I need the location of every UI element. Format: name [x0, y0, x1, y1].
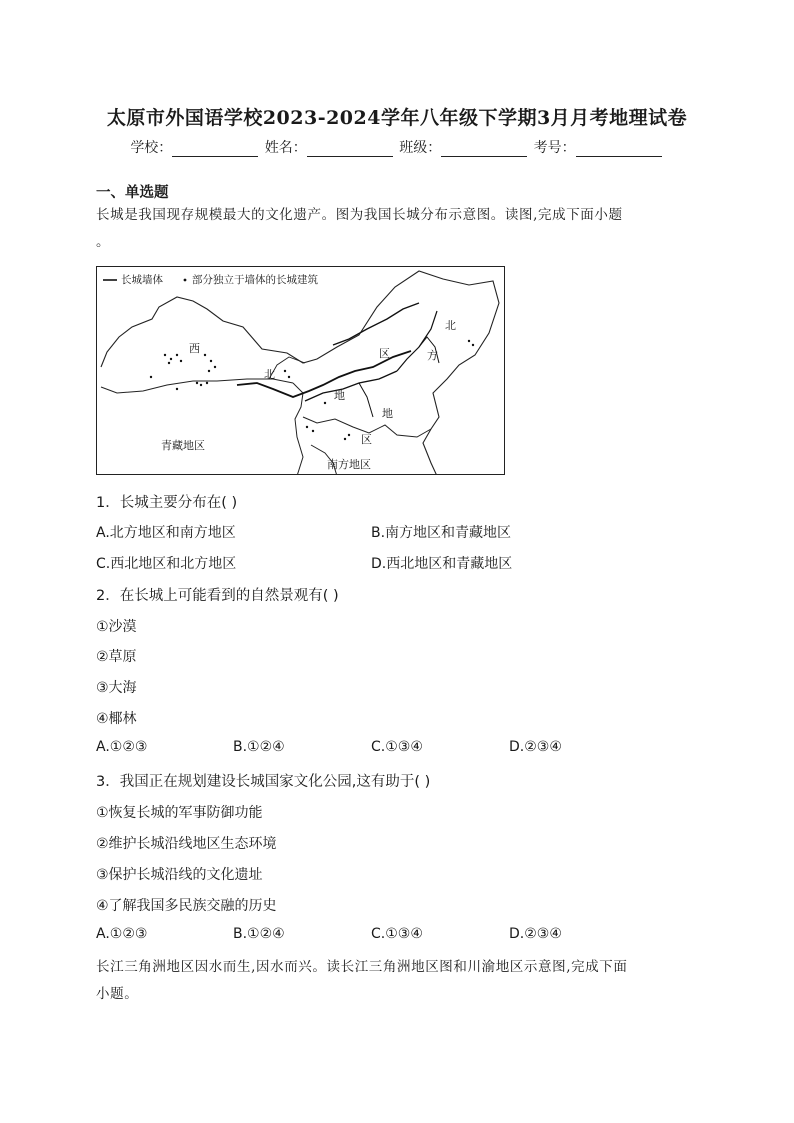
q2-item-1: ①沙漠	[96, 619, 137, 635]
q2-option-d[interactable]: D.②③④	[509, 739, 562, 755]
q2-option-c[interactable]: C.①③④	[371, 739, 423, 755]
question-3-stem: 3．我国正在规划建设长城国家文化公园,这有助于( )	[96, 774, 431, 790]
page-title: 太原市外国语学校2023-2024学年八年级下学期3月月考地理试卷	[106, 107, 688, 129]
great-wall-map	[96, 266, 505, 475]
q1-option-c[interactable]: C.西北地区和北方地区	[96, 556, 237, 572]
wall-branch	[359, 383, 373, 417]
q3-option-d[interactable]: D.②③④	[509, 926, 562, 942]
map-drawing	[97, 267, 505, 475]
map-label-di2: 地	[382, 407, 393, 420]
map-label-nanfang: 南方地区	[327, 458, 371, 471]
student-info-row	[0, 137, 794, 157]
question-1-stem: 1．长城主要分布在( )	[96, 495, 238, 511]
q1-option-b[interactable]: B.南方地区和青藏地区	[371, 525, 512, 541]
q3-option-a[interactable]: A.①②③	[96, 926, 148, 942]
name-label: 姓名：	[264, 140, 307, 156]
legend-building-label: 部分独立于墙体的长城建筑	[192, 274, 318, 286]
question-2-stem: 2．在长城上可能看到的自然景观有( )	[96, 588, 339, 604]
map-label-xi: 西	[189, 342, 200, 355]
q2-item-3: ③大海	[96, 680, 137, 696]
map-label-fang: 方	[427, 349, 438, 362]
class-label: 班级：	[399, 140, 442, 156]
intro-paragraph-1	[96, 202, 702, 256]
intro-paragraph-2	[96, 954, 702, 1008]
q3-item-1: ①恢复长城的军事防御功能	[96, 805, 263, 821]
map-label-bei2: 北	[445, 319, 456, 332]
name-blank[interactable]	[307, 142, 393, 157]
intro-2-line-2: 小题。	[96, 986, 139, 1002]
q3-item-4: ④了解我国多民族交融的历史	[96, 898, 277, 914]
school-blank[interactable]	[172, 142, 258, 157]
map-label-bei1: 北	[264, 368, 275, 381]
q2-option-b[interactable]: B.①②④	[233, 739, 285, 755]
q3-item-3: ③保护长城沿线的文化遗址	[96, 867, 263, 883]
intro-1-line-1: 长城是我国现存规模最大的文化遗产。图为我国长城分布示意图。读图,完成下面小题	[96, 207, 623, 223]
q3-item-2: ②维护长城沿线地区生态环境	[96, 836, 277, 852]
class-blank[interactable]	[441, 142, 527, 157]
map-label-di1: 地	[334, 389, 345, 402]
q1-option-d[interactable]: D.西北地区和青藏地区	[371, 556, 513, 572]
q2-item-2: ②草原	[96, 649, 137, 665]
school-label: 学校：	[130, 140, 173, 156]
intro-1-line-2: 。	[96, 234, 111, 250]
map-label-qu2: 区	[361, 433, 372, 446]
section-heading: 一、单选题	[96, 185, 169, 201]
q3-option-b[interactable]: B.①②④	[233, 926, 285, 942]
legend-wall-label: 长城墙体	[121, 274, 163, 286]
q3-option-c[interactable]: C.①③④	[371, 926, 423, 942]
q2-item-4: ④椰林	[96, 711, 137, 727]
legend-building-dot	[184, 279, 187, 282]
q1-option-a[interactable]: A.北方地区和南方地区	[96, 525, 236, 541]
intro-2-line-1: 长江三角洲地区因水而生,因水而兴。读长江三角洲地区图和川渝地区示意图,完成下面	[96, 959, 628, 975]
map-label-qingzang: 青藏地区	[161, 439, 205, 452]
number-label: 考号：	[533, 140, 576, 156]
number-blank[interactable]	[576, 142, 662, 157]
q2-option-a[interactable]: A.①②③	[96, 739, 148, 755]
map-label-qu1: 区	[379, 347, 390, 360]
